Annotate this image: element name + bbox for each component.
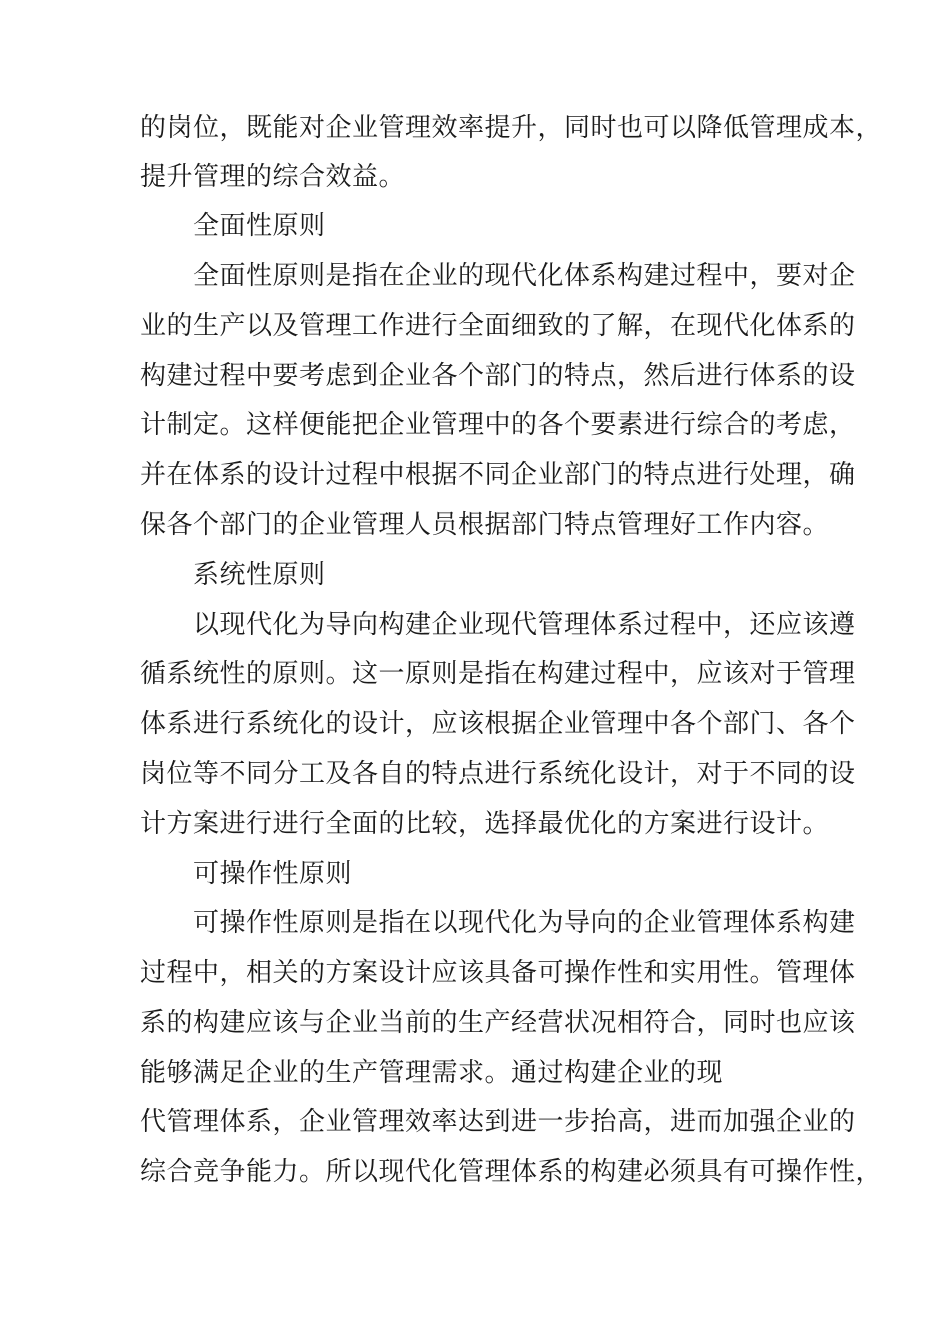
text-line: 并在体系的设计过程中根据不同企业部门的特点进行处理，确 [140,460,856,490]
text-line: 系的构建应该与企业当前的生产经营状况相符合，同时也应该 [140,1008,856,1038]
text-line: 保各个部门的企业管理人员根据部门特点管理好工作内容。 [140,510,830,540]
text-line: 计制定。这样便能把企业管理中的各个要素进行综合的考虑， [140,410,856,440]
text-line: 的岗位，既能对企业管理效率提升，同时也可以降低管理成本， [140,113,883,143]
paragraph-first-line: 可操作性原则是指在以现代化为导向的企业管理体系构建 [193,908,856,938]
text-line: 岗位等不同分工及各自的特点进行系统化设计，对于不同的设 [140,759,856,789]
text-line: 业的生产以及管理工作进行全面细致的了解，在现代化体系的 [140,311,856,341]
text-line: 提升管理的综合效益。 [140,162,406,192]
paragraph-first-line: 全面性原则是指在企业的现代化体系构建过程中，要对企 [193,261,856,291]
text-line: 综合竞争能力。所以现代化管理体系的构建必须具有可操作性， [140,1157,883,1187]
text-line: 能够满足企业的生产管理需求。通过构建企业的现 [140,1058,724,1088]
paragraph-first-line: 以现代化为导向构建企业现代管理体系过程中，还应该遵 [193,610,856,640]
section-heading-comprehensive: 全面性原则 [193,211,326,241]
text-line: 过程中，相关的方案设计应该具备可操作性和实用性。管理体 [140,958,856,988]
text-line: 循系统性的原则。这一原则是指在构建过程中，应该对于管理 [140,659,856,689]
text-line: 代管理体系，企业管理效率达到进一步抬高，进而加强企业的 [140,1107,856,1137]
text-line: 计方案进行进行全面的比较，选择最优化的方案进行设计。 [140,809,830,839]
text-line: 构建过程中要考虑到企业各个部门的特点，然后进行体系的设 [140,361,856,391]
text-line: 体系进行系统化的设计，应该根据企业管理中各个部门、各个 [140,709,856,739]
section-heading-operability: 可操作性原则 [193,859,353,889]
section-heading-systematic: 系统性原则 [193,560,326,590]
